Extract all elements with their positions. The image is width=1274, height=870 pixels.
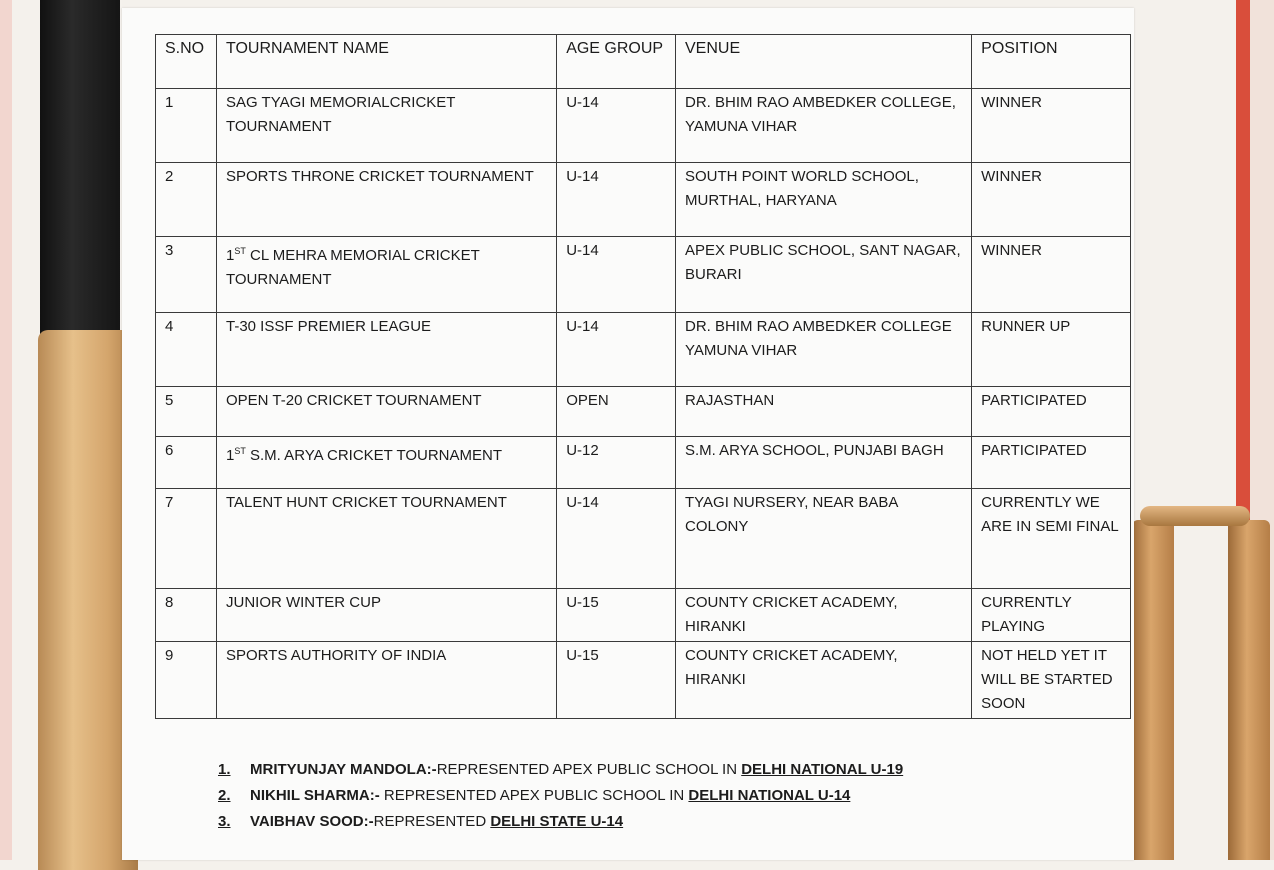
cell-tournament-name (216, 237, 556, 313)
column-header-position: POSITION (972, 35, 1131, 89)
cell-venue: SOUTH POINT WORLD SCHOOL, MURTHAL, HARYANA (676, 163, 972, 237)
list-item (218, 783, 903, 809)
name-rest: S.M. ARYA CRICKET TOURNAMENT (245, 447, 503, 464)
cell-age-group: U-12 (557, 437, 676, 489)
cricket-bail-graphic (1140, 506, 1250, 526)
cell-position: WINNER (972, 237, 1131, 313)
cell-age-group: U-14 (557, 163, 676, 237)
cell-venue: APEX PUBLIC SCHOOL, SANT NAGAR, BURARI (676, 237, 972, 313)
cell-position: WINNER (972, 89, 1131, 163)
note-number: 2. (218, 787, 231, 804)
cell-sno: 1 (156, 89, 217, 163)
cell-venue: TYAGI NURSERY, NEAR BABA COLONY (676, 489, 972, 589)
background-left-edge (0, 0, 12, 860)
tournament-table (155, 34, 1131, 719)
cell-tournament-name (216, 437, 556, 489)
list-item (218, 809, 903, 835)
cell-sno: 8 (156, 589, 217, 642)
player-name: VAIBHAV SOOD:- (250, 813, 374, 830)
cell-venue: S.M. ARYA SCHOOL, PUNJABI BAGH (676, 437, 972, 489)
column-header-sno: S.NO (156, 35, 217, 89)
decorative-red-stripe (1236, 0, 1250, 560)
note-highlight: DELHI STATE U-14 (490, 813, 624, 830)
cell-sno: 6 (156, 437, 217, 489)
note-text: REPRESENTED APEX PUBLIC SCHOOL IN (436, 761, 742, 778)
name-rest: CL MEHRA MEMORIAL CRICKET TOURNAMENT (225, 247, 480, 288)
cell-age-group: U-15 (557, 589, 676, 642)
table-header-row (156, 35, 1131, 89)
table-row (156, 589, 1131, 642)
cell-age-group: U-14 (557, 89, 676, 163)
cell-age-group: U-14 (557, 489, 676, 589)
cricket-bat-handle-graphic (40, 0, 120, 340)
cell-age-group: U-14 (557, 237, 676, 313)
list-item (218, 757, 903, 783)
column-header-age-group: AGE GROUP (557, 35, 676, 89)
table-row (156, 163, 1131, 237)
cell-position: PARTICIPATED (972, 437, 1131, 489)
ordinal-suffix: ST (234, 246, 246, 256)
note-number: 1. (218, 761, 231, 778)
cell-position: CURRENTLY PLAYING (972, 589, 1131, 642)
cell-position: PARTICIPATED (972, 387, 1131, 437)
table-row (156, 237, 1131, 313)
cell-venue: COUNTY CRICKET ACADEMY, HIRANKI (676, 642, 972, 719)
cell-sno: 2 (156, 163, 217, 237)
cell-tournament-name: T-30 ISSF PREMIER LEAGUE (216, 313, 556, 387)
note-text: REPRESENTED APEX PUBLIC SCHOOL IN (379, 787, 689, 804)
cell-venue: RAJASTHAN (676, 387, 972, 437)
cell-tournament-name: SAG TYAGI MEMORIALCRICKET TOURNAMENT (216, 89, 556, 163)
table-row (156, 489, 1131, 589)
cell-venue: COUNTY CRICKET ACADEMY, HIRANKI (676, 589, 972, 642)
cell-sno: 4 (156, 313, 217, 387)
player-name: MRITYUNJAY MANDOLA:- (250, 761, 437, 778)
cell-sno: 3 (156, 237, 217, 313)
cell-sno: 5 (156, 387, 217, 437)
representation-notes-list (218, 757, 903, 835)
column-header-venue: VENUE (676, 35, 972, 89)
note-text: REPRESENTED (373, 813, 491, 830)
cell-position: NOT HELD YET IT WILL BE STARTED SOON (972, 642, 1131, 719)
cell-venue: DR. BHIM RAO AMBEDKER COLLEGE, YAMUNA VIHAR (676, 89, 972, 163)
cell-sno: 7 (156, 489, 217, 589)
note-highlight: DELHI NATIONAL U-14 (688, 787, 851, 804)
cell-position: CURRENTLY WE ARE IN SEMI FINAL (972, 489, 1131, 589)
cell-age-group: U-14 (557, 313, 676, 387)
cricket-stump-graphic (1132, 520, 1174, 860)
cell-sno: 9 (156, 642, 217, 719)
note-number: 3. (218, 813, 231, 830)
cell-tournament-name: JUNIOR WINTER CUP (216, 589, 556, 642)
note-highlight: DELHI NATIONAL U-19 (741, 761, 904, 778)
name-ordinal: 1 (225, 247, 235, 264)
cell-age-group: OPEN (557, 387, 676, 437)
cell-position: WINNER (972, 163, 1131, 237)
table-row (156, 437, 1131, 489)
cell-venue: DR. BHIM RAO AMBEDKER COLLEGE YAMUNA VIHAR (676, 313, 972, 387)
table-row (156, 642, 1131, 719)
cricket-stump-graphic (1228, 520, 1270, 860)
ordinal-suffix: ST (234, 446, 246, 456)
player-name: NIKHIL SHARMA:- (250, 787, 380, 804)
column-header-tournament-name: TOURNAMENT NAME (216, 35, 556, 89)
table-row (156, 313, 1131, 387)
name-ordinal: 1 (225, 447, 235, 464)
cell-tournament-name: TALENT HUNT CRICKET TOURNAMENT (216, 489, 556, 589)
cell-tournament-name: OPEN T-20 CRICKET TOURNAMENT (216, 387, 556, 437)
cell-tournament-name: SPORTS THRONE CRICKET TOURNAMENT (216, 163, 556, 237)
cell-position: RUNNER UP (972, 313, 1131, 387)
cell-tournament-name: SPORTS AUTHORITY OF INDIA (216, 642, 556, 719)
table-row (156, 89, 1131, 163)
table-row (156, 387, 1131, 437)
cell-age-group: U-15 (557, 642, 676, 719)
